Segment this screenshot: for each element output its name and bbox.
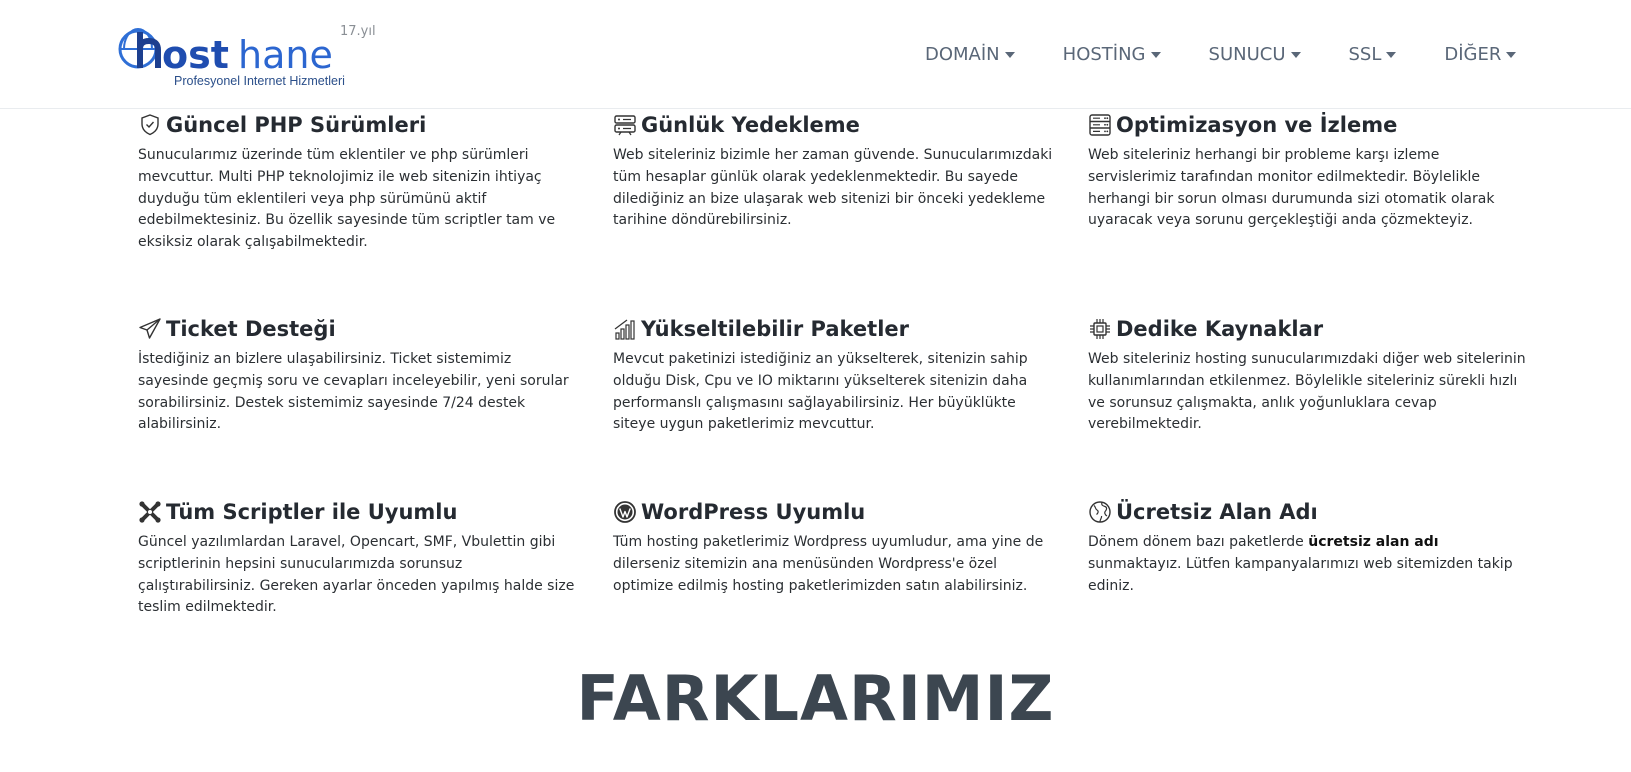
- feature-description-text: sunmaktayız. Lütfen kampanyalarımızı web sitemizden takip ediniz.: [1088, 555, 1513, 594]
- logo-tagline: Profesyonel Internet Hizmetleri: [174, 74, 345, 88]
- feature-monitoring: [1088, 111, 1528, 232]
- feature-title: [138, 315, 578, 343]
- section-title: FARKLARIMIZ: [576, 662, 1055, 735]
- feature-description: Güncel yazılımlardan Laravel, Opencart, SMF, Vbulettin gibi scriptlerinin hepsini sunucularımızda sorunsuz çalıştırabilirsiniz. Gereken ayarlar önceden yapılmış halde size teslim edilmektedir.: [138, 534, 575, 616]
- caret-down-icon: [1151, 52, 1161, 58]
- server-rack-icon: [1088, 113, 1112, 137]
- nav-label: HOSTİNG: [1062, 44, 1146, 65]
- feature-title: [613, 315, 1053, 343]
- nav-label: SSL: [1348, 44, 1382, 65]
- paper-plane-icon: [138, 317, 162, 341]
- feature-title-text: Ücretsiz Alan Adı: [1116, 500, 1318, 524]
- feature-dedicated-resources: [1088, 315, 1528, 436]
- feature-title-text: Günlük Yedekleme: [641, 113, 860, 137]
- nav-item-diger[interactable]: [1444, 44, 1516, 65]
- signal-bars-icon: [613, 317, 637, 341]
- feature-title: [613, 111, 1053, 139]
- globe-icon: [1088, 500, 1112, 524]
- feature-description: Mevcut paketinizi istediğiniz an yükselterek, sitenizin sahip olduğu Disk, Cpu ve IO miktarını yükselterek sitenizin daha performanslı çalışmasını sağlayabilirsiniz. Her büyüklükte siteye uygun paketlerimiz mevcuttur.: [613, 351, 1028, 433]
- feature-description: Tüm hosting paketlerimiz Wordpress uyumludur, ama yine de dilerseniz sitemizin ana menüsünden Wordpress'e özel optimize edilmiş hosting paketlerimizden satın alabilirsiniz.: [613, 534, 1044, 594]
- feature-title-text: Optimizasyon ve İzleme: [1116, 113, 1398, 137]
- feature-title-text: WordPress Uyumlu: [641, 500, 866, 524]
- feature-ticket-support: [138, 315, 578, 436]
- feature-free-domain: [1088, 498, 1528, 597]
- feature-description-text: Dönem dönem bazı paketlerde: [1088, 534, 1309, 550]
- feature-php-versions: [138, 111, 578, 254]
- feature-title: [1088, 111, 1528, 139]
- feature-title-text: Güncel PHP Sürümleri: [166, 113, 427, 137]
- feature-description: Web siteleriniz bizimle her zaman güvende. Sunucularımızdaki tüm hesaplar günlük olarak yedeklenmektedir. Bu sayede dilediğiniz an bize ulaşarak web sitenizi bir önceki yedekleme tarihine döndürebilirsiniz.: [613, 147, 1053, 229]
- cpu-chip-icon: [1088, 317, 1112, 341]
- feature-title: [1088, 315, 1528, 343]
- feature-description: Web siteleriniz herhangi bir probleme karşı izleme servislerimiz tarafından monitor edilmektedir. Böylelikle herhangi bir sorun olması durumunda sizi otomatik olarak uyaracak veya sorunu gerçekleştiği anda çözmekteyiz.: [1088, 147, 1495, 229]
- nav-item-ssl[interactable]: [1349, 44, 1397, 65]
- server-icon: [613, 113, 637, 137]
- wordpress-icon: [613, 500, 637, 524]
- feature-title: [1088, 498, 1528, 526]
- feature-title: [138, 498, 578, 526]
- logo[interactable]: [118, 22, 388, 94]
- feature-title-text: Tüm Scriptler ile Uyumlu: [166, 500, 458, 524]
- feature-description: İstediğiniz an bizlere ulaşabilirsiniz. Ticket sistemimiz sayesinde geçmiş soru ve cevapları inceleyebilir, yeni sorular sorabilirsiniz. Destek sistemimiz sayesinde 7/24 destek alabilirsiniz.: [138, 351, 569, 433]
- nav-label: SUNUCU: [1208, 44, 1286, 65]
- feature-script-compatible: [138, 498, 578, 619]
- feature-description: Sunucularımız üzerinde tüm eklentiler ve php sürümleri mevcuttur. Multi PHP teknolojimiz ile web sitenizin ihtiyaç duyduğu tüm eklentileri veya php sürümünü aktif edebilmektesiniz. Bu özellik sayesinde tüm scriptler tam ve eksiksiz olarak çalışabilmektedir.: [138, 147, 556, 251]
- feature-title-text: Yükseltilebilir Paketler: [641, 317, 909, 341]
- feature-title: [138, 111, 578, 139]
- nav-label: DOMAİN: [925, 44, 1000, 65]
- joomla-icon: [138, 500, 162, 524]
- nav-label: DİĞER: [1444, 44, 1502, 65]
- feature-wordpress: [613, 498, 1053, 597]
- nav-item-hosting[interactable]: [1063, 44, 1161, 65]
- feature-title-text: Dedike Kaynaklar: [1116, 317, 1324, 341]
- feature-upgradable-packages: [613, 315, 1053, 436]
- feature-daily-backup: [613, 111, 1053, 232]
- feature-description: [1088, 532, 1528, 597]
- caret-down-icon: [1506, 52, 1516, 58]
- feature-description-highlight: ücretsiz alan adı: [1308, 534, 1439, 550]
- feature-title-text: Ticket Desteği: [166, 317, 336, 341]
- nav-item-domain[interactable]: [925, 44, 1015, 65]
- shield-icon: [138, 113, 162, 137]
- main-nav: [925, 44, 1516, 65]
- caret-down-icon: [1291, 52, 1301, 58]
- feature-description: Web siteleriniz hosting sunucularımızdaki diğer web sitelerinin kullanımlarından etkilenmez. Böylelikle siteleriniz sürekli hızlı ve sorunsuz çalışmakta, anlık yoğunluklara cevap verebilmektedir.: [1088, 351, 1526, 433]
- caret-down-icon: [1386, 52, 1396, 58]
- svg-text:hane: hane: [238, 33, 333, 74]
- site-header: [0, 0, 1631, 109]
- svg-text:ost: ost: [162, 33, 229, 74]
- logo-years-badge: 17.yıl: [340, 24, 376, 39]
- caret-down-icon: [1005, 52, 1015, 58]
- nav-item-sunucu[interactable]: [1209, 44, 1301, 65]
- feature-title: [613, 498, 1053, 526]
